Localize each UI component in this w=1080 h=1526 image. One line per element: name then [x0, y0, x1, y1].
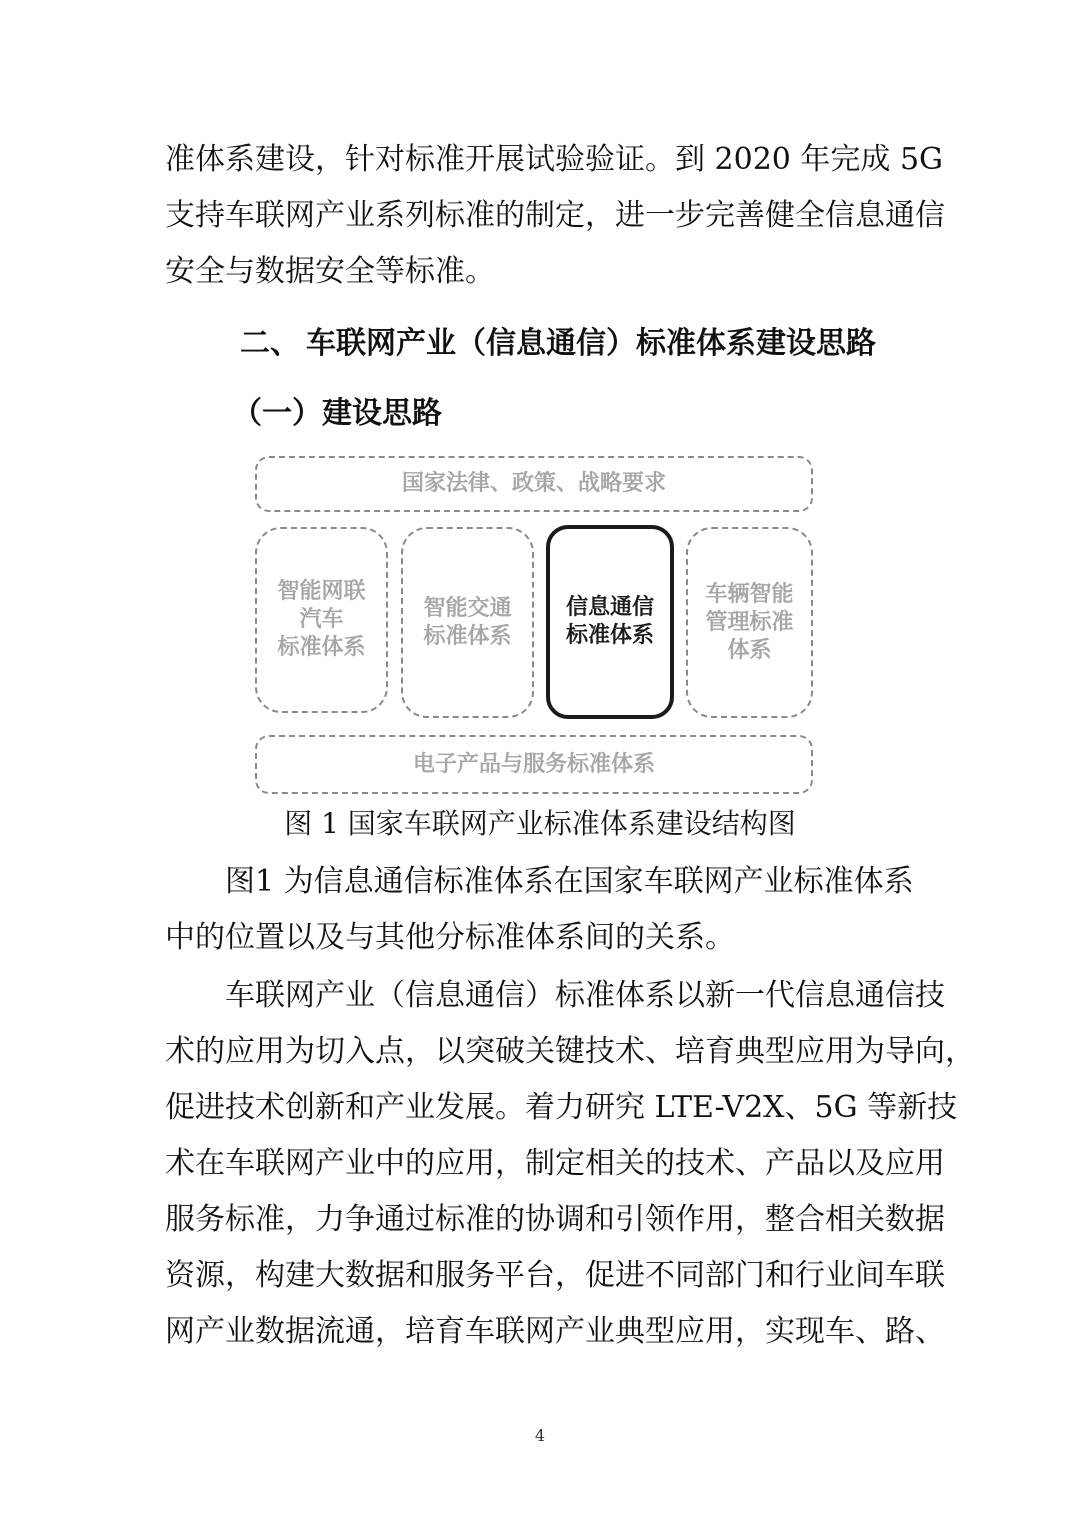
- paragraph-line: 图1 为信息通信标准体系在国家车联网产业标准体系: [225, 864, 914, 899]
- paragraph-line: 术的应用为切入点，以突破关键技术、培育典型应用为导向，: [165, 1034, 975, 1069]
- paragraph-line: 促进技术创新和产业发展。着力研究 LTE-V2X、5G 等新技: [165, 1090, 958, 1125]
- top-box: 国家法律、政策、战略要求: [255, 456, 813, 512]
- column-box-intelligent-transport: [401, 527, 534, 718]
- column-box-ict-highlighted: [546, 525, 674, 719]
- intro-line: 支持车联网产业系列标准的制定，进一步完善健全信息通信: [165, 198, 945, 233]
- bottom-box: 电子产品与服务标准体系: [255, 735, 813, 794]
- box-line: 信息通信: [565, 595, 654, 620]
- paragraph-line: 服务标准，力争通过标准的协调和引领作用，整合相关数据: [165, 1202, 945, 1237]
- intro-line: 安全与数据安全等标准。: [165, 254, 495, 289]
- subsection-heading: （一）建设思路: [232, 396, 442, 431]
- box-line: 标准体系: [423, 623, 512, 649]
- paragraph-line: 术在车联网产业中的应用，制定相关的技术、产品以及应用: [165, 1146, 945, 1181]
- box-line: 智能网联: [277, 579, 366, 604]
- box-line: 智能交通: [423, 595, 512, 621]
- paragraph-line: 网产业数据流通，培育车联网产业典型应用，实现车、路、: [165, 1314, 945, 1349]
- column-box-text: [277, 578, 365, 662]
- paragraph-line: 车联网产业（信息通信）标准体系以新一代信息通信技: [225, 978, 945, 1013]
- paragraph-line: 资源，构建大数据和服务平台，促进不同部门和行业间车联: [165, 1258, 945, 1293]
- column-box-text: [566, 594, 654, 650]
- box-line: 车辆智能: [705, 581, 794, 607]
- column-box-vehicle-management: [686, 527, 813, 718]
- box-line: 汽车: [299, 607, 344, 632]
- section-number: 二、: [240, 326, 300, 361]
- column-box-text: [705, 581, 793, 665]
- column-box-text: [423, 595, 511, 651]
- column-box-connected-vehicle: [255, 527, 388, 713]
- section-title: 车联网产业（信息通信）标准体系建设思路: [306, 326, 876, 361]
- figure-caption: 图 1 国家车联网产业标准体系建设结构图: [284, 807, 796, 840]
- paragraph-line: 中的位置以及与其他分标准体系间的关系。: [165, 920, 735, 955]
- section-heading: [240, 324, 876, 364]
- page-number: 4: [534, 1426, 546, 1445]
- box-line: 体系: [727, 637, 772, 663]
- intro-line: 准体系建设，针对标准开展试验验证。到 2020 年完成 5G: [165, 142, 944, 177]
- box-line: 管理标准: [705, 609, 794, 635]
- box-line: 标准体系: [565, 623, 654, 648]
- box-line: 标准体系: [277, 635, 366, 660]
